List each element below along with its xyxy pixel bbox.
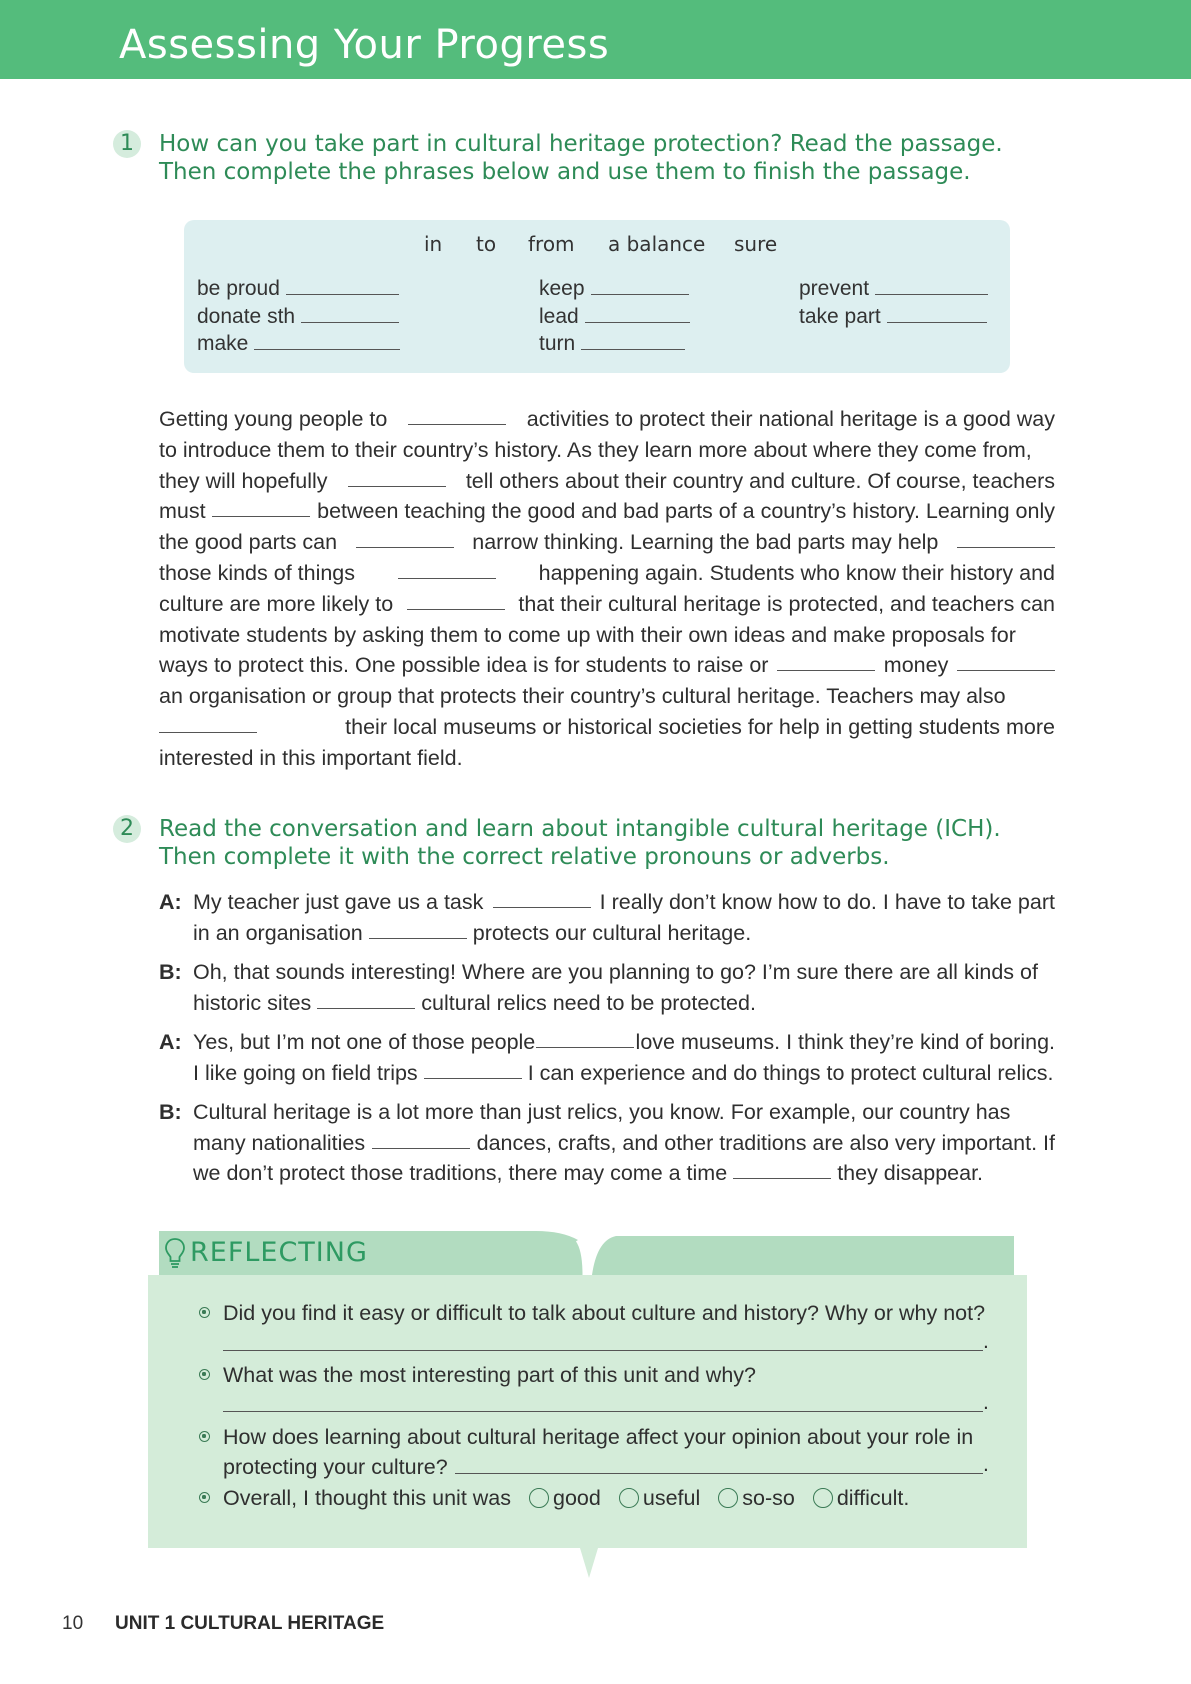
- text-segment: I like going on field trips: [193, 1060, 418, 1085]
- text-segment: the good parts can: [159, 530, 338, 555]
- word-bank-item: to: [476, 232, 497, 256]
- bullet-icon: [199, 1369, 210, 1380]
- word-bank-item: a balance: [608, 232, 706, 256]
- option-good[interactable]: good: [529, 1483, 601, 1513]
- radio-circle-icon[interactable]: [718, 1488, 738, 1508]
- reflecting-tab-right: [592, 1236, 1014, 1275]
- text-segment: motivate students by asking them to come up with their own ideas and make proposals for: [159, 622, 1016, 647]
- word-bank-item: in: [424, 232, 443, 256]
- text-segment: love museums. I think they’re kind of boring.: [635, 1030, 1055, 1054]
- text-segment: many nationalities: [193, 1130, 366, 1155]
- text-segment: cultural relics need to be protected.: [421, 990, 756, 1015]
- word-bank-item: from: [528, 232, 575, 256]
- text-segment: those kinds of things: [159, 560, 356, 585]
- text-segment: to introduce them to their country’s history. As they learn more about where they come from,: [159, 437, 1032, 462]
- text-segment: narrow thinking. Learning the bad parts may help: [472, 530, 939, 555]
- text-segment: money: [883, 653, 949, 678]
- unit-label: UNIT 1 CULTURAL HERITAGE: [115, 1613, 385, 1634]
- phrase-item: donate sth: [197, 303, 400, 331]
- text-segment: tell others about their country and culture. Of course, teachers: [465, 468, 1055, 493]
- page-number: 10: [62, 1613, 84, 1634]
- task1-instruction-line2: Then complete the phrases below and use them to finish the passage.: [159, 159, 971, 185]
- word-bank-item: sure: [734, 232, 778, 256]
- text-segment: Oh, that sounds interesting! Where are you planning to go? I’m sure there are all kinds of: [193, 960, 1038, 984]
- radio-circle-icon[interactable]: [813, 1488, 833, 1508]
- task2-instruction-line1: Read the conversation and learn about intangible cultural heritage (ICH).: [159, 816, 1001, 842]
- text-segment: My teacher just gave us a task: [193, 890, 484, 914]
- phrase-item: keep: [539, 275, 690, 303]
- option-difficult[interactable]: difficult.: [813, 1483, 910, 1513]
- text-segment: Cultural heritage is a lot more than just relics, you know. For example, our country has: [193, 1100, 1011, 1124]
- answer-line-1[interactable]: [223, 1350, 983, 1351]
- phrase-item: take part: [799, 303, 988, 331]
- task2-instruction-line2: Then complete it with the correct relative pronouns or adverbs.: [159, 844, 890, 870]
- text-segment: I can experience and do things to protect cultural relics.: [527, 1060, 1054, 1085]
- text-segment: protects our cultural heritage.: [472, 920, 752, 945]
- text-segment: Getting young people to: [159, 407, 388, 431]
- bullet-icon: [199, 1307, 210, 1318]
- option-useful[interactable]: useful: [619, 1483, 700, 1513]
- period: .: [983, 1453, 989, 1476]
- text-segment: I really don’t know how to do. I have to take part: [599, 890, 1055, 914]
- text-segment: their local museums or historical societies for help in getting students more: [345, 714, 1055, 739]
- bullet-icon: [199, 1492, 210, 1503]
- text-segment: interested in this important field.: [159, 745, 463, 770]
- period: .: [983, 1330, 989, 1353]
- phrase-item: prevent: [799, 275, 988, 303]
- phrase-item: turn: [539, 330, 690, 358]
- text-segment: an organisation or group that protects their country’s cultural heritage. Teachers may also: [159, 684, 1006, 709]
- text-segment: dances, crafts, and other traditions are also very important. If: [476, 1130, 1055, 1155]
- period: .: [983, 1391, 989, 1414]
- text-segment: that their cultural heritage is protected, and teachers can: [518, 591, 1055, 616]
- text-segment: between teaching the good and bad parts of a country’s history. Learning only: [317, 499, 1055, 524]
- option-so-so[interactable]: so-so: [718, 1483, 795, 1513]
- speaker-label: A:: [159, 890, 182, 914]
- radio-circle-icon[interactable]: [529, 1488, 549, 1508]
- text-segment: activities to protect their national heritage is a good way: [526, 407, 1055, 431]
- answer-line-2[interactable]: [223, 1411, 983, 1412]
- speaker-label: B:: [159, 1100, 182, 1124]
- text-segment: ways to protect this. One possible idea is for students to raise or: [159, 653, 769, 678]
- page-title: Assessing Your Progress: [119, 22, 610, 68]
- task1-instruction-line1: How can you take part in cultural heritage protection? Read the passage.: [159, 131, 1003, 157]
- text-segment: they disappear.: [837, 1161, 984, 1185]
- speaker-label: A:: [159, 1030, 182, 1054]
- answer-line-3[interactable]: [455, 1473, 983, 1474]
- lightbulb-icon: [164, 1236, 186, 1270]
- text-segment: must: [159, 499, 206, 524]
- phrase-item: lead: [539, 303, 690, 331]
- text-segment: culture are more likely to: [159, 591, 394, 616]
- speaker-label: B:: [159, 960, 182, 984]
- task-number-1: 1: [113, 130, 141, 158]
- text-segment: historic sites: [193, 990, 312, 1015]
- text-segment: they will hopefully: [159, 468, 328, 493]
- text-segment: we don’t protect those traditions, there may come a time: [193, 1161, 728, 1185]
- phrase-item: be proud: [197, 275, 400, 303]
- radio-circle-icon[interactable]: [619, 1488, 639, 1508]
- task-number-2: 2: [113, 815, 141, 843]
- text-segment: in an organisation: [193, 920, 363, 945]
- reflecting-title: REFLECTING: [190, 1237, 368, 1268]
- bullet-icon: [199, 1431, 210, 1442]
- phrase-item: make: [197, 330, 400, 358]
- text-segment: Yes, but I’m not one of those people: [193, 1030, 536, 1054]
- text-segment: happening again. Students who know their history and: [538, 560, 1055, 585]
